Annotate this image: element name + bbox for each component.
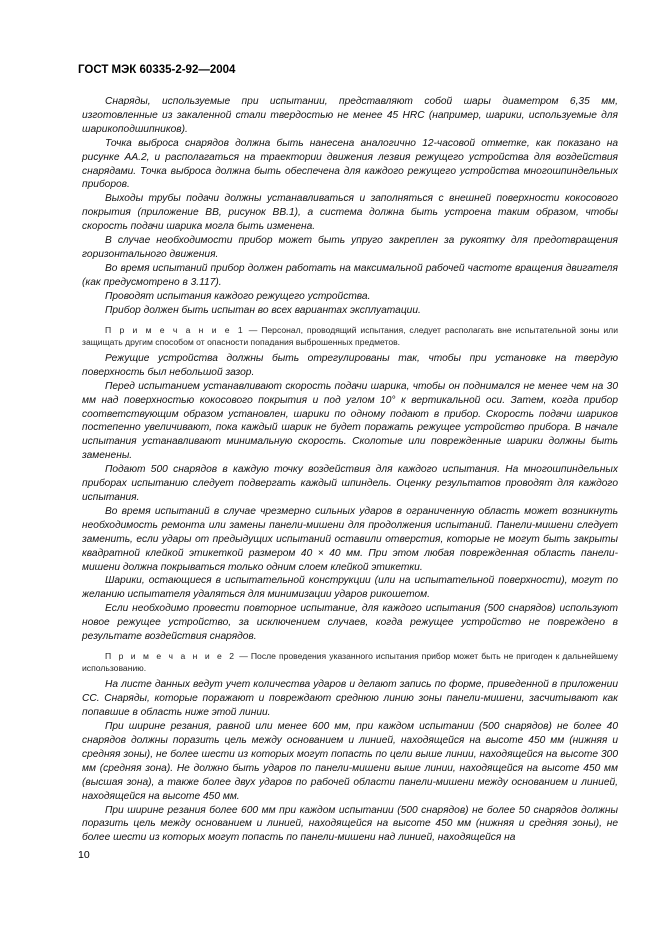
- paragraph: Шарики, остающиеся в испытательной конструкции (или на испытательной поверхности), могут по желанию испытателя удаляться для минимизации ударов рикошетом.: [82, 575, 618, 601]
- note-label: П р и м е ч а н и е 1: [105, 324, 245, 335]
- paragraph: Прибор должен быть испытан во всех вариантах эксплуатации.: [105, 304, 421, 316]
- document-header: ГОСТ МЭК 60335-2-92—2004: [78, 64, 236, 76]
- note-2: [82, 650, 618, 674]
- paragraph: Проводят испытания каждого режущего устройства.: [105, 290, 371, 302]
- paragraph: Во время испытаний в случае чрезмерно сильных ударов в ограниченную область может возникнуть необходимость ремонта или замены панели-мишени для продолжения испытаний. Панели-мишени следует заменить, если удары от предыдущих испытаний оставили отверстия, которые не могут быть закрыты квадратной клейкой этикеткой размером 40 × 40 мм. При этом любая поврежденная область панели-мишени должна покрываться только одним слоем клейкой этикетки.: [82, 505, 618, 573]
- paragraph: При ширине резания более 600 мм при каждом испытании (500 снарядов) не более 50 снарядов должны поразить цель между основанием и линией, находящейся на высоте 450 мм (нижняя и средняя зоны), не более шести из которых могут попасть по панели-мишени над линией, находящейся на: [82, 804, 618, 844]
- page-number: 10: [78, 849, 90, 861]
- paragraph: Снаряды, используемые при испытании, представляют собой шары диаметром 6,35 мм, изготовленные из закаленной стали твердостью не менее 45 HRC (например, шарики, используемые для шарикоподшипников).: [82, 96, 618, 135]
- paragraph: В случае необходимости прибор может быть упруго закреплен за рукоятку для предотвращения горизонтального движения.: [82, 235, 618, 260]
- paragraph: Режущие устройства должны быть отрегулированы так, чтобы при установке на твердую поверхность был небольшой зазор.: [82, 352, 618, 378]
- note-text: — После проведения указанного испытания прибор может быть не пригоден к дальнейшему использованию.: [82, 650, 618, 674]
- paragraph: Подают 500 снарядов в каждую точку воздействия для каждого испытания. На многошпиндельных приборах испытанию следует подвергать каждый шпиндель. Оценку результатов проводят для каждого испытания.: [82, 464, 618, 503]
- paragraph: На листе данных ведут учет количества ударов и делают запись по форме, приведенной в приложении СС. Снаряды, которые поражают и повреждают среднюю линию зоны панели-мишени, засчитывают как попавшие в область ниже этой линии.: [82, 679, 618, 719]
- paragraph: Перед испытанием устанавливают скорость подачи шарика, чтобы он поднимался не менее чем на 30 мм над поверхностью кокосового покрытия и под углом 10° к вертикальной оси. Затем, когда прибор соответствующим образом установлен, шарики по одному подают в прибор. Скорость подачи шариков постепенно увеличивают, пока каждый шарик не будет поражать режущее устройство прибора. В начале испытания устанавливают минимальную скорость. Сколотые или поврежденные шарики должны быть заменены.: [82, 380, 618, 462]
- paragraph: Выходы трубы подачи должны устанавливаться и заполняться с внешней поверхности кокосового покрытия (приложение ВВ, рисунок ВВ.1), а система должна быть устроена таким образом, чтобы скорость подачи шарика могла быть изменена.: [82, 193, 618, 233]
- paragraph: При ширине резания, равной или менее 600 мм, при каждом испытании (500 снарядов) не более 40 снарядов должны поразить цель между основанием и линией, находящейся на высоте 450 мм (нижняя и средняя зоны), не более шести из которых могут попасть по цели выше линии, находящейся на высоте 300 мм (средняя зона). Не должно быть ударов по панели-мишени выше линии, находящейся на высоте 450 мм (высшая зона), а также более двух ударов по рабочей области панели-мишени между основанием и линией, находящейся на высоте 450 мм.: [82, 721, 618, 802]
- note-text: — Персонал, проводящий испытания, следует располагать вне испытательной зоны или защищать другим способом от опасности попадания выброшенных предметов.: [82, 324, 618, 347]
- paragraph: Если необходимо провести повторное испытание, для каждого испытания (500 снарядов) используют новое режущее устройство, за исключением случаев, когда режущее устройство не повреждено в результате воздействия снарядов.: [82, 603, 618, 643]
- paragraph: Во время испытаний прибор должен работать на максимальной рабочей частоте вращения двигателя (как предусмотрено в 3.117).: [82, 262, 618, 288]
- note-1: [82, 324, 618, 348]
- note-label: П р и м е ч а н и е 2: [105, 650, 237, 661]
- document-body: [82, 95, 618, 845]
- paragraph: Точка выброса снарядов должна быть нанесена аналогично 12-часовой отметке, как показано на рисунке АА.2, и располагаться на траектории движения лезвия режущего устройства для воздействия снарядами. Точка выброса должна быть обеспечена для каждого режущего устройства многошпиндельных приборов.: [82, 137, 618, 191]
